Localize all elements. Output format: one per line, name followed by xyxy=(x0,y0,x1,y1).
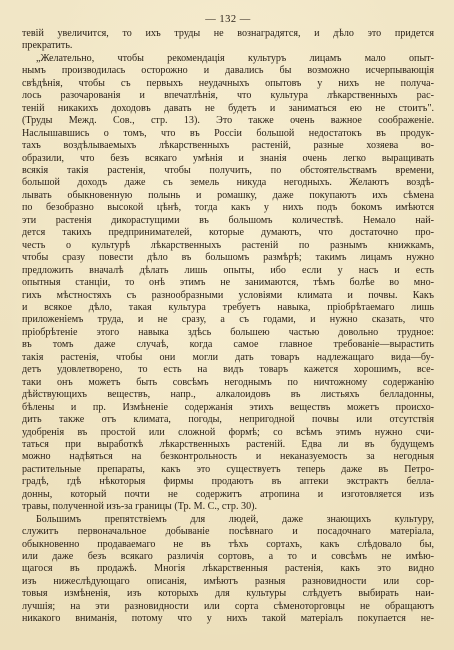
text-line: лывать обыкновенную полынь и ромашку, даже покупаютъ ихъ сѣмена xyxy=(22,189,434,201)
text-line: нымъ производилась осторожно и давались бы возможно исчерпывающія xyxy=(22,65,434,77)
text-line: или даже безъ всякаго различія сортовъ, а то и совсѣмъ не имѣю- xyxy=(22,551,434,563)
text-line: можно надѣяться на безконтрольность и неканазуемость за негодныя xyxy=(22,451,434,463)
text-line: эти растенія дикорастущими въ большомъ количествѣ. Немало най- xyxy=(22,214,434,226)
text-line: служитъ первоначальное добываніе посѣвнаго и посадочнаго матеріала, xyxy=(22,526,434,538)
text-line: детъ удовлетворено, то есть на видъ товаръ кажется хорошимъ, все- xyxy=(22,364,434,376)
body-text xyxy=(22,28,434,626)
text-line: растительные препараты, какъ это существуетъ теперь даже въ Петро- xyxy=(22,463,434,475)
text-line: щагося въ продажѣ. Многія лѣкарственныя растенія, какъ это видно xyxy=(22,563,434,575)
text-line: обыкновенно продаваемаго не въ тѣхъ сортахъ, какъ слѣдовало бы, xyxy=(22,538,434,550)
text-line: чтобы сразу повести дѣло въ большомъ размѣрѣ; такимъ лицамъ нужно xyxy=(22,252,434,264)
text-line: градѣ, гдѣ нѣкоторыя фирмы продаютъ въ аптеки экстрактъ белла- xyxy=(22,476,434,488)
text-line: приложеніемъ труда, и не сразу, а съ годами, и нужно сказать, что xyxy=(22,314,434,326)
text-line: большой доходъ даже съ земель никуда негодныхъ. Желаютъ воздѣ- xyxy=(22,177,434,189)
text-line: изъ нижеслѣдующаго описанія, имѣютъ разныя разновидности или сор- xyxy=(22,575,434,587)
text-line: бѣлены и пр. Измѣненіе содержанія этихъ веществъ можетъ происхо- xyxy=(22,401,434,413)
text-line: Большимъ препятствіемъ для людей, даже знающихъ культуру, xyxy=(36,513,434,525)
text-line: таки онъ можетъ быть совсѣмъ негоднымъ по ничтожному содержанію xyxy=(22,376,434,388)
text-line: таться при выработкѣ лѣкарственныхъ растеній. Едва ли въ будущемъ xyxy=(22,438,434,450)
text-line: тахъ воздѣлываемыхъ лѣкарственныхъ растеній, разные хозяева во- xyxy=(22,140,434,152)
text-line: товыя измѣненія, изъ которыхъ для культуры слѣдуетъ выбирать наи- xyxy=(22,588,434,600)
text-line: (Труды Межд. Сов., стр. 13). Это также очень важное соображеніе. xyxy=(22,115,434,127)
text-line: лучшія; на эти разновидности или сорта сѣменоторговцы не обращаютъ xyxy=(22,600,434,612)
text-line: въ томъ даже случаѣ, когда самое главное требованіе—вырастить xyxy=(22,339,434,351)
text-line: опытныя станціи, то онѣ этимъ не занимаются, тѣмъ болѣе во мно- xyxy=(22,277,434,289)
text-line: „Желательно, чтобы рекомендація культуръ лицамъ мало опыт- xyxy=(36,52,434,64)
text-line: теній никакихъ доходовъ давать не будетъ и заниматься ею не стоитъ". xyxy=(22,102,434,114)
text-line: по безобразно высокой цѣнѣ, тогда какъ у нихъ подъ бокомъ имѣются xyxy=(22,202,434,214)
text-line: честь о культурѣ лѣкарственныхъ растеній по разнымъ книжкамъ, xyxy=(22,239,434,251)
text-line: дѣйствующихъ веществъ, напр., алкалоидовъ въ листьяхъ белладонны, xyxy=(22,389,434,401)
text-line: Наслышавшись о томъ, что въ Россіи большой недостатокъ въ продук- xyxy=(22,127,434,139)
text-line: прекратить. xyxy=(22,40,73,52)
text-line: и всякое дѣло, такая культура требуетъ навыка, пріобрѣтаемаго лишь xyxy=(22,301,434,313)
text-line: лось разочарованія и впечатлѣнія, что культура лѣкарственныхъ рас- xyxy=(22,90,434,102)
text-line: травы, полученной изъ-за границы (Тр. М. С., стр. 30). xyxy=(22,501,257,513)
text-line: никакого вниманія, потому что у нихъ такой матеріалъ покупается не- xyxy=(22,613,434,625)
text-line: всякія такія растенія, чтобы получить, по обстоятельствамъ времени, xyxy=(22,164,434,176)
text-line: гихъ мѣстностяхъ съ разнообразными условіями климата и почвы. Какъ xyxy=(22,289,434,301)
text-line: удобренія въ простой или сложной формѣ; со всѣмъ этимъ нужно счи- xyxy=(22,426,434,438)
text-line: тевій увеличится, то ихъ труды не вознаградятся, и дѣло это придется xyxy=(22,28,434,39)
text-line: образили, что безъ всякаго умѣнія и знанія очень легко выращивать xyxy=(22,152,434,164)
text-line: свѣдѣнія, чтобы съ первыхъ неудачныхъ опытовъ у нихъ не получа- xyxy=(22,77,434,89)
text-line: донны, который почти не содержитъ атропина и изготовляется изъ xyxy=(22,488,434,500)
text-line: предложить вначалѣ дѣлать лишь опыты, ибо если у насъ и есть xyxy=(22,264,434,276)
text-line: пріобрѣтеніе этого навыка здѣсь большею частью довольно трудное: xyxy=(22,326,434,338)
text-line: дить также отъ климата, погоды, непригодной почвы или отсутствія xyxy=(22,414,434,426)
text-line: дется такихъ предпринимателей, которые думаютъ, что достаточно про- xyxy=(22,227,434,239)
page-number: — 132 — xyxy=(205,14,251,25)
text-line: такія растенія, чтобы они могли дать товаръ надлежащаго вида—бу- xyxy=(22,351,434,363)
